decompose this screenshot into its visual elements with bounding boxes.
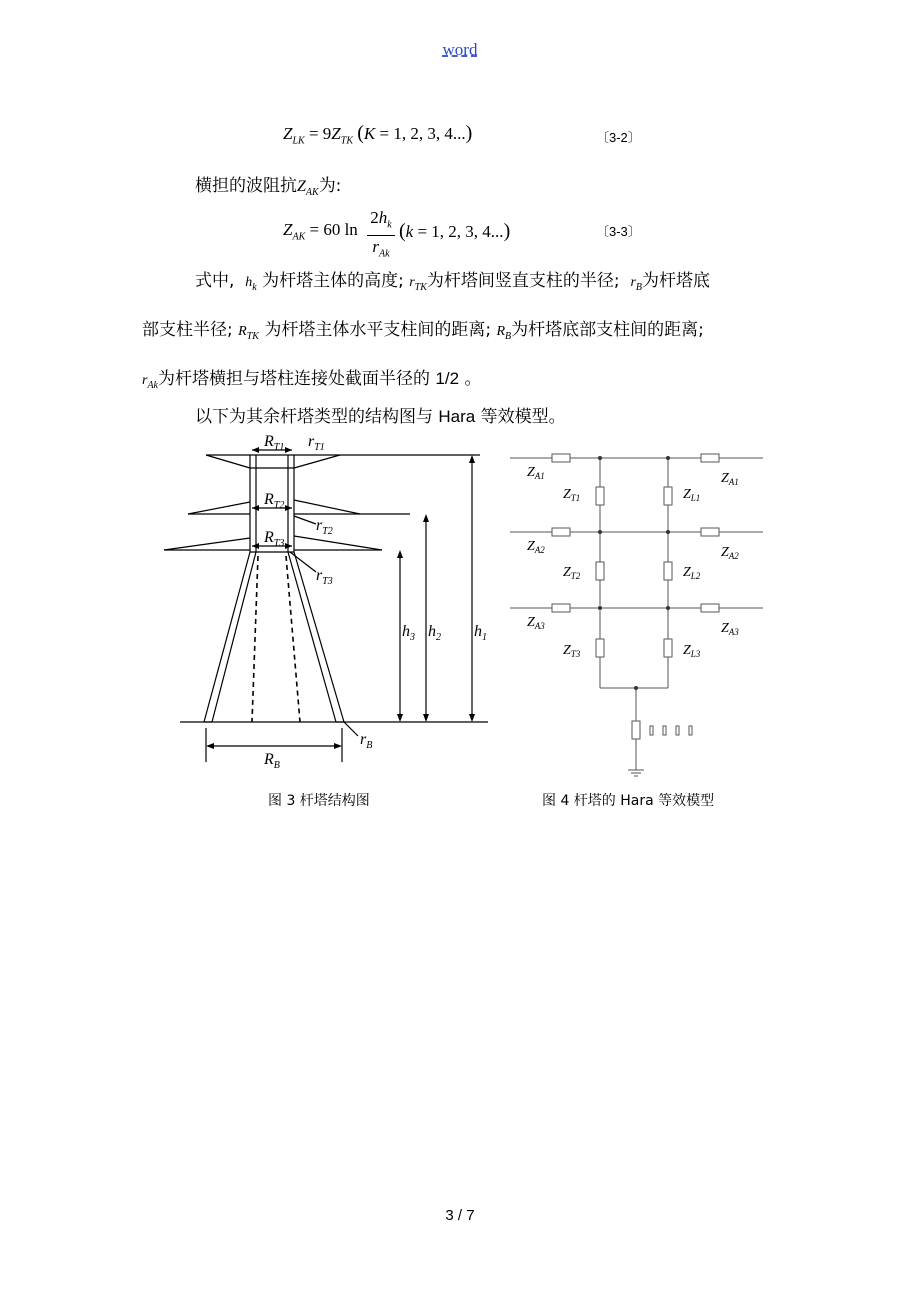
label-ZL3: $Z_{L3}$ <box>683 643 701 659</box>
label-ZA2-left: $Z_{A2}$ <box>527 539 545 555</box>
label-ZA1-right: $Z_{A1}$ <box>721 471 739 487</box>
label-h1: $h_1$ <box>474 623 487 643</box>
equation-3-3-label: 〔3-3〕 <box>596 224 641 239</box>
label-RT2: $R_{T2}$ <box>264 491 285 511</box>
figure-3-caption: 图 3 杆塔结构图 <box>268 793 370 809</box>
label-ZT3: $Z_{T3}$ <box>563 643 581 659</box>
label-ZT1: $Z_{T1}$ <box>563 487 581 503</box>
equation-3-2: $Z_{LK} = 9Z_{TK}$ (K = 1, 2, 3, 4...) <box>283 122 473 147</box>
label-ZA3-left: $Z_{A3}$ <box>527 615 545 631</box>
label-ZL2: $Z_{L2}$ <box>683 565 701 581</box>
label-ZL1: $Z_{L1}$ <box>683 487 701 503</box>
label-RB: $R_B$ <box>264 751 280 771</box>
label-rT3: $r_{T3}$ <box>316 567 333 587</box>
label-h3: $h_3$ <box>402 623 415 643</box>
label-rT1: $r_{T1}$ <box>308 433 325 453</box>
definition-paragraph: 式中, $h_k$ 为杆塔主体的高度; $r_{TK}$为杆塔间竖直支柱的半径; $r_B$为杆塔底 部支柱半径; $R_{TK}$ 为杆塔主体水平支柱间的距离; $R_B$为杆塔底部支柱间的距离; $r_{Ak}$为杆塔横担与塔柱连接处截面半径的 1/2 。 <box>142 271 711 391</box>
header-word-link[interactable]: word <box>442 40 478 59</box>
figure-4-hara-circuit <box>505 440 770 780</box>
label-ZA3-right: $Z_{A3}$ <box>721 621 739 637</box>
label-ZT2: $Z_{T2}$ <box>563 565 581 581</box>
label-h2: $h_2$ <box>428 623 441 643</box>
label-rT2: $r_{T2}$ <box>316 517 333 537</box>
label-ZA2-right: $Z_{A2}$ <box>721 545 739 561</box>
equation-3-2-label: 〔3-2〕 <box>596 130 641 145</box>
label-ZA1-left: $Z_{A1}$ <box>527 465 545 481</box>
label-RT3: $R_{T3}$ <box>264 529 285 549</box>
page-number: 3 / 7 <box>445 1207 475 1224</box>
following-line: 以下为其余杆塔类型的结构图与 Hara 等效模型。 <box>195 407 566 427</box>
label-RT1: $R_{T1}$ <box>264 433 285 453</box>
figure-4-caption: 图 4 杆塔的 Hara 等效模型 <box>542 793 715 809</box>
intro-line: 横担的波阻抗$Z_{AK}$为: <box>195 176 342 199</box>
label-rB: $r_B$ <box>360 731 373 751</box>
figure-3-tower <box>160 430 500 775</box>
